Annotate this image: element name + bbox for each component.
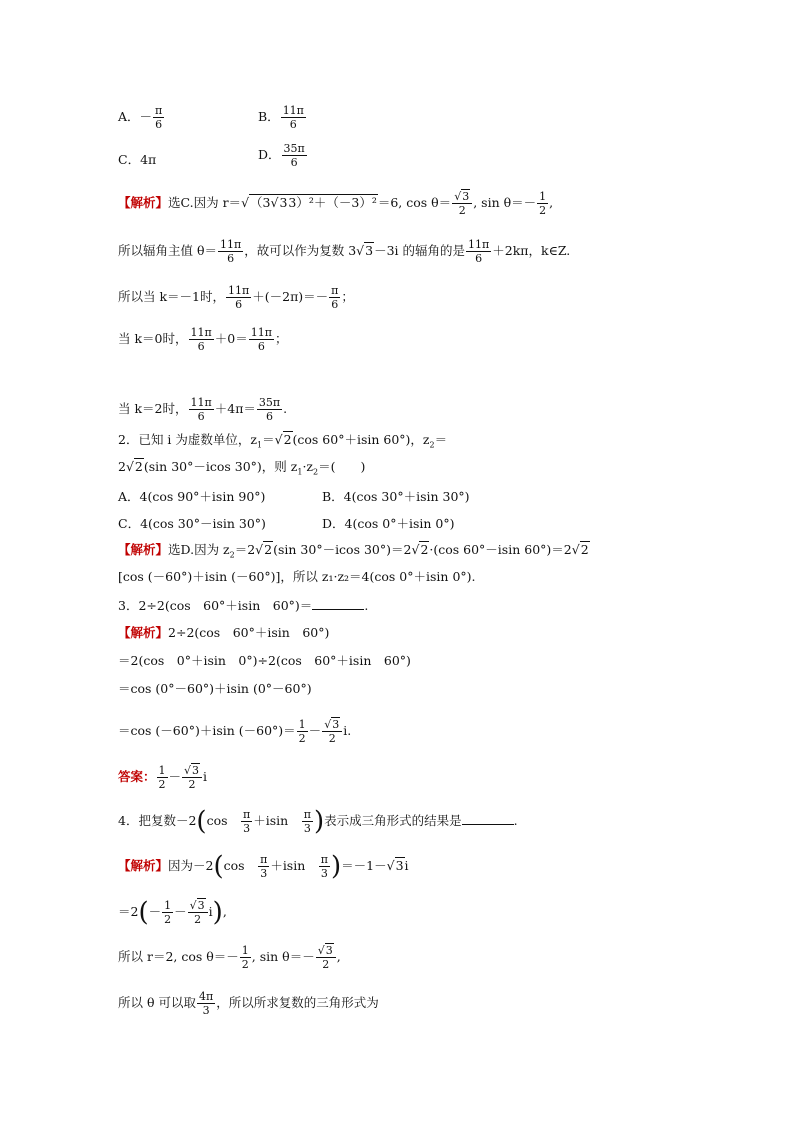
- fraction: [188, 899, 208, 926]
- radicand: 2: [420, 542, 429, 557]
- denominator: 2: [164, 913, 172, 926]
- text: ＝cos (－60°)＋isin (－60°)＝: [118, 723, 296, 738]
- analysis-tag: 【解析】: [118, 195, 169, 210]
- numerator: 35π: [283, 142, 305, 155]
- text: , sin θ＝－: [251, 949, 315, 964]
- numerator: √3: [188, 899, 208, 913]
- q1-option-a-label: A．: [118, 109, 140, 124]
- q4-line: [118, 808, 518, 835]
- text: 3．2÷2(cos 60°＋isin 60°)＝: [118, 598, 313, 613]
- radicand: 2: [264, 542, 273, 557]
- denominator: 2: [194, 913, 202, 926]
- numerator: 11π: [228, 284, 250, 297]
- radicand: 3: [365, 243, 374, 258]
- q2-option-c: C．4(cos 30°－isin 30°): [118, 516, 266, 531]
- text: 选C.因为 r＝: [168, 195, 242, 210]
- denominator: 6: [266, 410, 274, 423]
- numerator: 11π: [220, 238, 242, 251]
- radicand: 3: [325, 944, 333, 957]
- numerator: √3: [452, 190, 472, 204]
- q2-option-d: D．4(cos 0°＋isin 0°): [322, 516, 455, 531]
- text: (sin 30°－icos 30°)＝2: [273, 542, 412, 557]
- text: ＝2: [118, 904, 139, 919]
- sol3-line1: [118, 625, 329, 641]
- text: －: [168, 769, 182, 784]
- analysis-tag: 【解析】: [118, 858, 169, 873]
- text: 3）²＋（－3）²: [288, 195, 377, 210]
- text: ＝( ): [318, 459, 366, 474]
- numerator: π: [243, 808, 251, 821]
- answer-line: [118, 764, 207, 791]
- numerator: 1: [164, 899, 172, 912]
- right-paren: ): [212, 897, 223, 928]
- right-paren: ): [331, 851, 342, 882]
- text: ·z: [302, 459, 314, 474]
- sol3-line2: ＝2(cos 0°＋isin 0°)÷2(cos 60°＋isin 60°): [118, 653, 411, 668]
- text: ＝6, cos θ＝: [377, 195, 452, 210]
- denominator: 2: [539, 204, 547, 217]
- text: －: [174, 904, 187, 919]
- fraction: [182, 764, 202, 791]
- denominator: 6: [235, 298, 243, 311]
- text: ，故可以作为复数 3: [244, 243, 357, 258]
- text: 所以当 k＝－1时，: [118, 289, 226, 304]
- radicand: 3: [332, 718, 340, 731]
- text: －: [308, 723, 322, 738]
- text: 选D.因为 z: [168, 542, 230, 557]
- text: 2÷2(cos 60°＋isin 60°): [168, 625, 330, 640]
- q1-option-d: [258, 142, 308, 169]
- denominator: 6: [289, 118, 297, 131]
- sol4-line1: 【解析】因为－2(cos $\frac{\pi}{3}$ ＋isin $\frac{\pi}{3}$ )＝－1－√3i: [118, 851, 409, 882]
- numerator: 1: [539, 190, 547, 203]
- text: 4．把复数－2: [118, 813, 197, 828]
- sol3-line4: [118, 718, 351, 745]
- text: i: [203, 769, 208, 784]
- sol1-line4: [118, 326, 287, 353]
- text: ；: [341, 289, 354, 304]
- sol4-line3: [118, 944, 341, 971]
- analysis-tag: 【解析】: [118, 625, 169, 640]
- q1-option-c-label: C．: [118, 152, 141, 167]
- fraction: [189, 326, 214, 353]
- q2-option-b: B．4(cos 30°＋isin 30°): [322, 489, 470, 504]
- text: 所以 r＝2, cos θ＝－: [118, 949, 239, 964]
- text: ＋0＝: [214, 331, 248, 346]
- denominator: 2: [298, 732, 306, 745]
- denominator: 2: [158, 778, 166, 791]
- denominator: 3: [260, 867, 268, 880]
- numerator: 11π: [190, 326, 212, 339]
- fraction: [157, 764, 168, 791]
- text: ＝－1－: [341, 858, 387, 873]
- denominator: 2: [188, 778, 196, 791]
- text: .: [513, 813, 518, 828]
- fraction: [322, 718, 342, 745]
- left-paren: (: [196, 806, 207, 837]
- sol2-line2: [cos (－60°)＋isin (－60°)]，所以 z₁·z₂＝4(cos 0°＋isin 0°).: [118, 569, 476, 584]
- text: ＋(－2π)＝－: [252, 289, 329, 304]
- text: , sin θ＝－: [473, 195, 537, 210]
- numerator: 1: [158, 764, 166, 777]
- text: .: [364, 598, 369, 613]
- numerator: 1: [298, 718, 306, 731]
- q1-option-b: [258, 104, 307, 131]
- fraction: [153, 104, 164, 131]
- q2-line2: 2√2(sin 30°－icos 30°)，则 $z_1\cdot z_2=$( ): [118, 459, 366, 477]
- numerator: 11π: [468, 238, 490, 251]
- fraction: [226, 284, 251, 311]
- numerator: 4π: [198, 990, 214, 1003]
- subscript: 1: [256, 440, 263, 450]
- fraction: [249, 326, 274, 353]
- denominator: 6: [155, 118, 163, 131]
- text: 表示成三角形式的结果是: [324, 813, 462, 828]
- numerator: π: [331, 284, 339, 297]
- radicand: 3: [279, 195, 288, 210]
- fraction: [316, 944, 336, 971]
- fraction: [189, 396, 214, 423]
- denominator: 6: [290, 156, 298, 169]
- q1-option-d-label: D．: [258, 147, 281, 162]
- q1-option-c: [118, 150, 156, 168]
- denominator: 6: [197, 340, 205, 353]
- denominator: 2: [458, 204, 466, 217]
- denominator: 2: [241, 958, 249, 971]
- fraction: [281, 104, 306, 131]
- numerator: π: [303, 808, 311, 821]
- radicand: 3: [395, 858, 404, 873]
- text: －3i 的辐角的是: [374, 243, 466, 258]
- radicand: 3: [197, 899, 205, 912]
- q1-option-a: [118, 104, 165, 131]
- fraction: [240, 944, 251, 971]
- numerator: π: [320, 853, 329, 866]
- text: ＋isin: [253, 813, 301, 828]
- text: ＝: [262, 432, 275, 447]
- sol2-line1: 【解析】选D.因为 $z_2=2√2(\sin$ 30°－icos 30°)＝2√2·(cos 60°－isin 60°)＝2√2: [118, 542, 589, 560]
- text: 2．已知 i 为虚数单位，z: [118, 432, 257, 447]
- text: ＋4π＝: [214, 401, 256, 416]
- radicand: 2: [134, 459, 143, 474]
- answer-blank: [312, 597, 364, 610]
- fraction: [258, 853, 269, 880]
- denominator: 6: [331, 298, 339, 311]
- sol1-line5: [118, 396, 287, 423]
- text: ；: [274, 331, 288, 346]
- numerator: π: [260, 853, 268, 866]
- text: 所以 θ 可以取: [118, 995, 196, 1010]
- fraction: [537, 190, 548, 217]
- text: i: [208, 904, 213, 919]
- denominator: 6: [475, 252, 483, 265]
- text: 因为－2: [168, 858, 214, 873]
- text: i: [404, 858, 409, 873]
- text: ，所以所求复数的三角形式为: [216, 995, 379, 1010]
- text: 当 k＝0时，: [118, 331, 188, 346]
- fraction: [257, 396, 282, 423]
- fraction: [218, 238, 243, 265]
- denominator: 3: [303, 822, 311, 835]
- fraction: [282, 142, 307, 169]
- denominator: 3: [202, 1004, 210, 1017]
- numerator: 1: [241, 944, 249, 957]
- sol3-line3: ＝cos (0°－60°)＋isin (0°－60°): [118, 681, 312, 696]
- sol1-line2: 所以辐角主值 θ＝ $\frac{11\pi}{6}$ ，故可以作为复数 3√3－3i 的辐角的是 $\frac{11\pi}{6}$ ＋2kπ，k∈Z.: [118, 238, 571, 265]
- numerator: √3: [182, 764, 202, 778]
- text: .: [283, 401, 288, 416]
- text: －: [148, 904, 162, 919]
- numerator: 11π: [282, 104, 304, 117]
- answer-blank: [462, 812, 514, 825]
- text: （3: [250, 195, 271, 210]
- text: ＋isin: [270, 858, 318, 873]
- fraction: [466, 238, 491, 265]
- subscript: 2: [429, 440, 435, 450]
- subscript: 2: [229, 550, 235, 560]
- left-paren: (: [138, 897, 149, 928]
- denominator: 6: [197, 410, 205, 423]
- text: ＋2kπ，k∈Z.: [492, 243, 571, 258]
- text: ＝: [434, 432, 448, 447]
- analysis-tag: 【解析】: [118, 542, 169, 557]
- q2-option-a: A．4(cos 90°＋isin 90°): [118, 489, 266, 504]
- text: 2: [118, 459, 126, 474]
- fraction: [197, 990, 215, 1017]
- radicand: 2: [283, 432, 292, 447]
- fraction: [302, 808, 313, 835]
- minus-sign: －: [139, 109, 153, 124]
- numerator: 35π: [258, 396, 281, 409]
- numerator: 11π: [190, 396, 212, 409]
- left-paren: (: [213, 851, 224, 882]
- q1-option-c-text: 4π: [140, 152, 157, 167]
- fraction: [241, 808, 252, 835]
- subscript: 2: [313, 467, 319, 477]
- denominator: 6: [227, 252, 235, 265]
- fraction: [452, 190, 472, 217]
- fraction: [329, 284, 340, 311]
- sol4-line4: [118, 990, 379, 1017]
- radicand: 2: [580, 542, 589, 557]
- sol1-line1: [118, 190, 553, 217]
- numerator: √3: [316, 944, 336, 958]
- fraction: [319, 853, 330, 880]
- subscript: 1: [297, 467, 303, 477]
- text: ,: [222, 904, 227, 919]
- q3-line: [118, 597, 368, 614]
- denominator: 6: [257, 340, 265, 353]
- right-paren: ): [313, 806, 325, 837]
- numerator: 11π: [250, 326, 272, 339]
- text: 当 k＝2时，: [118, 401, 188, 416]
- numerator: π: [155, 104, 163, 117]
- text: ·(cos 60°－isin 60°)＝2: [429, 542, 572, 557]
- text: ＝2: [234, 542, 256, 557]
- text: (cos 60°＋isin 60°)，z: [292, 432, 430, 447]
- sqrt-expression: √（3√33）²＋（－3）²: [241, 195, 377, 210]
- radicand: 3: [462, 190, 470, 203]
- text: cos: [223, 858, 258, 873]
- text: ,: [336, 949, 341, 964]
- denominator: 3: [320, 867, 328, 880]
- fraction: [297, 718, 308, 745]
- sol1-line3: [118, 284, 354, 311]
- denominator: 2: [328, 732, 336, 745]
- denominator: 2: [322, 958, 330, 971]
- q1-option-b-label: B．: [258, 109, 280, 124]
- text: (sin 30°－icos 30°)，则 z: [143, 459, 298, 474]
- denominator: 3: [243, 822, 251, 835]
- text: cos: [206, 813, 241, 828]
- numerator: √3: [322, 718, 342, 732]
- q2-line1: 2．已知 i 为虚数单位，$z_1=√2(\cos$ 60°＋isin 60°)，$z_2=$: [118, 432, 448, 450]
- text: i.: [343, 723, 352, 738]
- fraction: [162, 899, 173, 926]
- radicand: 3: [192, 764, 200, 777]
- answer-label: 答案：: [118, 769, 156, 784]
- sol4-line2: [118, 899, 227, 926]
- text: ,: [549, 195, 554, 210]
- text: 所以辐角主值 θ＝: [118, 243, 217, 258]
